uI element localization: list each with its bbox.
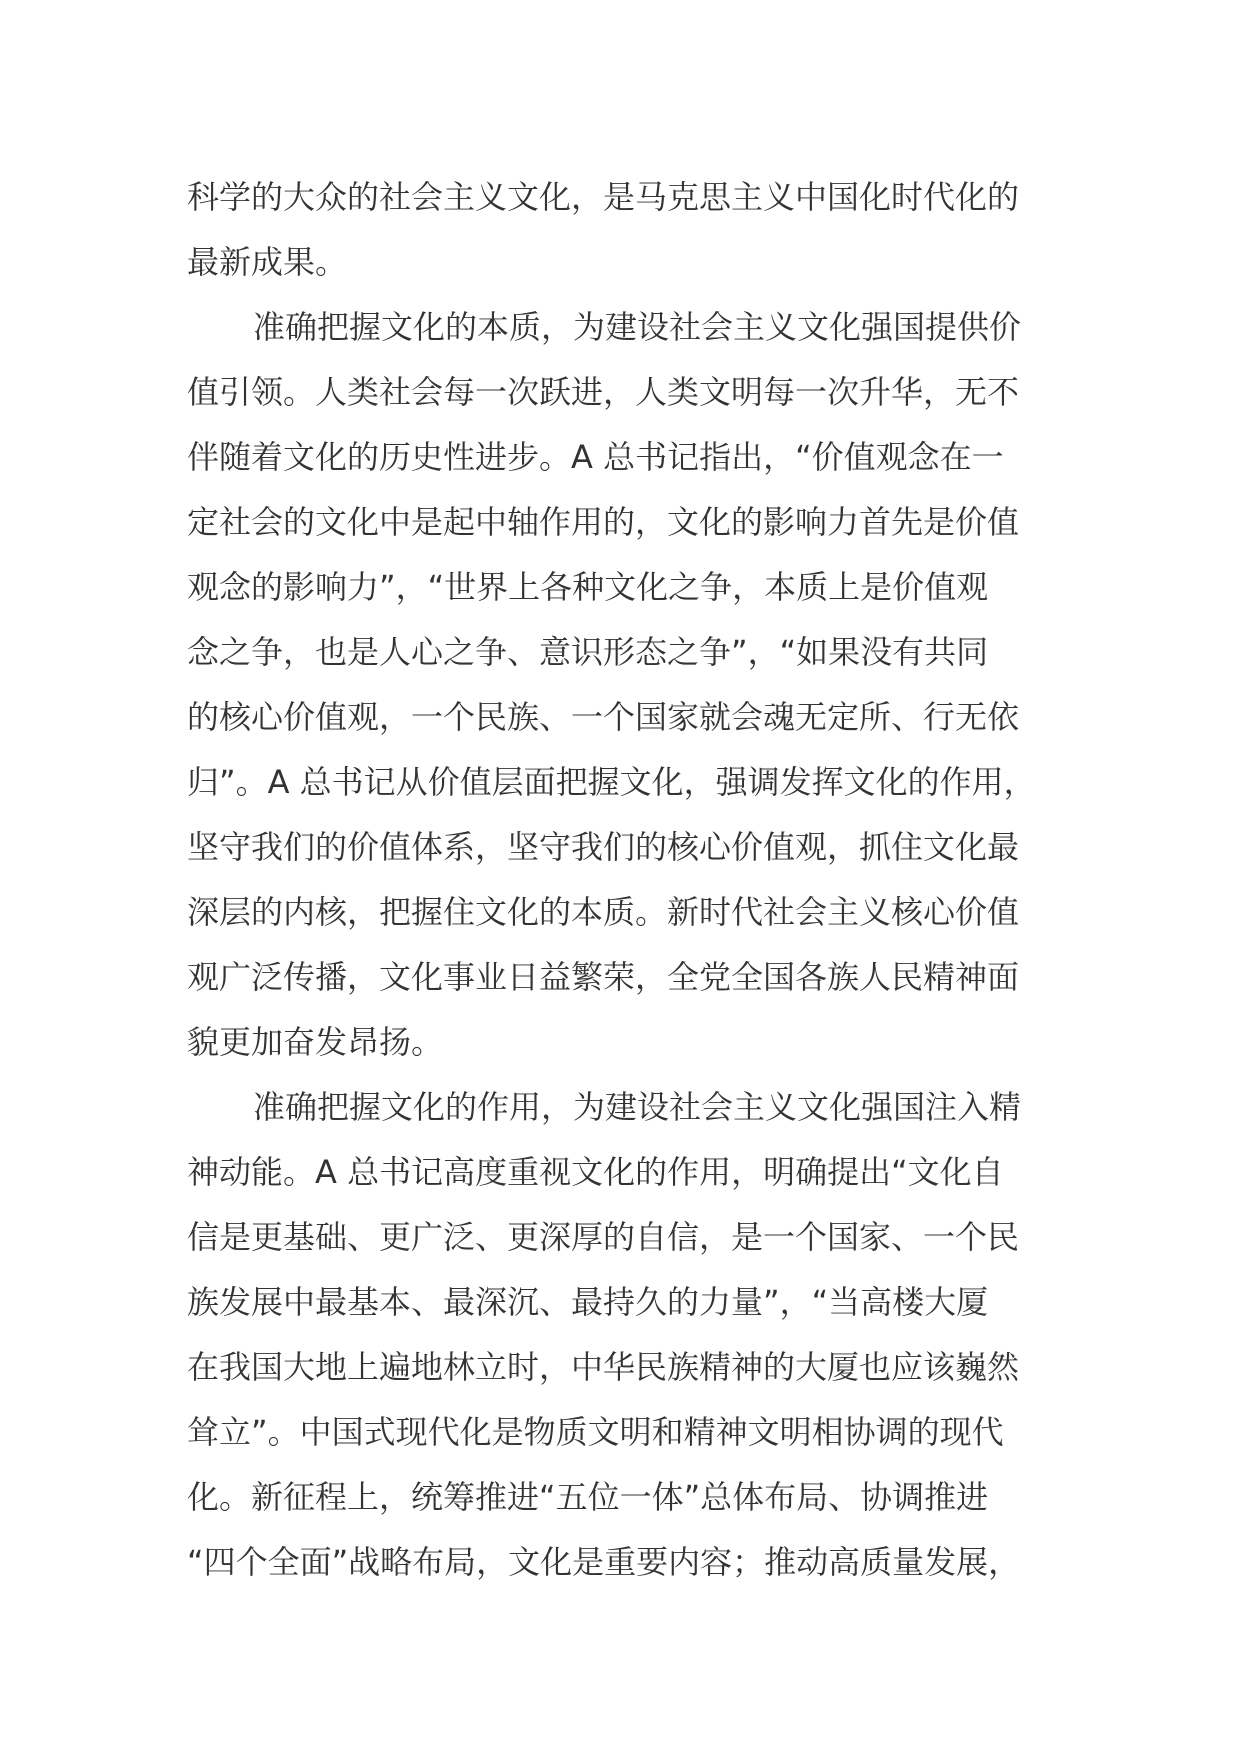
text-line: 的核心价值观，一个民族、一个国家就会魂无定所、行无依 xyxy=(187,698,1020,736)
text-line: 耸立”。中国式现代化是物质文明和精神文明相协调的现代 xyxy=(187,1413,1004,1451)
text-line: 族发展中最基本、最深沉、最持久的力量”，“当高楼大厦 xyxy=(187,1283,989,1321)
text-line: 最新成果。 xyxy=(187,243,348,281)
text-line: 科学的大众的社会主义文化，是马克思主义中国化时代化的 xyxy=(187,178,1020,216)
text-line: 准确把握文化的作用，为建设社会主义文化强国注入精 xyxy=(253,1088,1022,1126)
text-line: 伴随着文化的历史性进步。A 总书记指出，“价值观念在一 xyxy=(187,438,1004,476)
text-line: 观念的影响力”，“世界上各种文化之争，本质上是价值观 xyxy=(187,568,989,606)
body-text xyxy=(187,165,1067,1595)
text-line: 貌更加奋发昂扬。 xyxy=(187,1023,444,1061)
text-line: 准确把握文化的本质，为建设社会主义文化强国提供价 xyxy=(253,308,1022,346)
text-line: 神动能。A 总书记高度重视文化的作用，明确提出“文化自 xyxy=(187,1153,1004,1191)
text-line: “四个全面”战略布局，文化是重要内容；推动高质量发展， xyxy=(187,1543,1021,1581)
text-line: 信是更基础、更广泛、更深厚的自信，是一个国家、一个民 xyxy=(187,1218,1020,1256)
text-line: 定社会的文化中是起中轴作用的，文化的影响力首先是价值 xyxy=(187,503,1020,541)
text-line: 念之争，也是人心之争、意识形态之争”，“如果没有共同 xyxy=(187,633,989,671)
text-line: 观广泛传播，文化事业日益繁荣，全党全国各族人民精神面 xyxy=(187,958,1020,996)
text-line: 值引领。人类社会每一次跃进，人类文明每一次升华，无不 xyxy=(187,373,1020,411)
text-line: 坚守我们的价值体系，坚守我们的核心价值观，抓住文化最 xyxy=(187,828,1020,866)
text-line: 化。新征程上，统筹推进“五位一体”总体布局、协调推进 xyxy=(187,1478,989,1516)
text-line: 深层的内核，把握住文化的本质。新时代社会主义核心价值 xyxy=(187,893,1020,931)
text-line: 在我国大地上遍地林立时，中华民族精神的大厦也应该巍然 xyxy=(187,1348,1020,1386)
text-line: 归”。A 总书记从价值层面把握文化，强调发挥文化的作用， xyxy=(187,763,1036,801)
